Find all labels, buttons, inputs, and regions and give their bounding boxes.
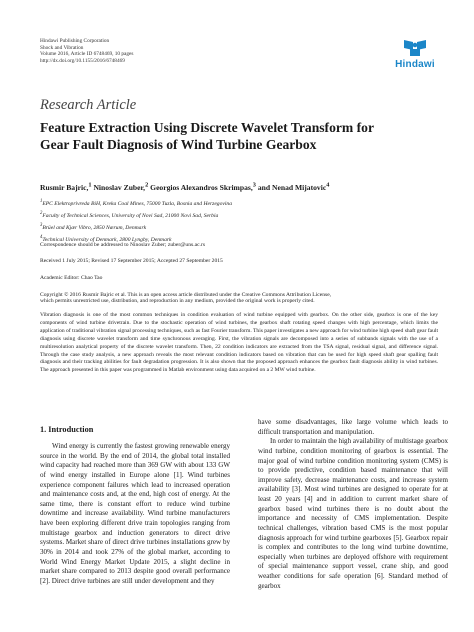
affiliation: $^3$Brüel and Kjær Vibro, 2850 Nærum, Denmark (40, 222, 147, 231)
affiliation: $^2$Faculty of Technical Sciences, University of Novi Sad, 21000 Novi Sad, Serbia (40, 210, 219, 219)
doi-link[interactable]: http://dx.doi.org/10.1155/2016/6748469 (40, 57, 125, 64)
journal-line: Volume 2016, Article ID 6748469, 10 pages (40, 51, 134, 58)
journal-header (40, 38, 133, 64)
correspondence: Correspondence should be addressed to Ninoslav Zuber; zuber@uns.ac.rs (40, 242, 205, 248)
abstract (40, 312, 438, 375)
affiliation: $^4$Technical University of Denmark, 2800 Lyngby, Denmark (40, 234, 172, 243)
paragraph: In order to maintain the high availability of multistage gearbox wind turbine, condition monitoring of gearbox is essential. The major goal of wind turbine condition monitoring system (CMS) is to provide predictive, condition based maintenance that will improve safety, decrease maintenance costs, and increase system availability [3]. Most wind turbines are designed to operate for at least 20 years [4] and in addition to current market share of gearbox based wind turbines there is no doubt about the importance and necessity of CMS implementation. Despite technical challenges, vibration based CMS is the most popular diagnosis approach for wind turbine gearboxes [5]. Gearbox repair is complex and contributes to the long wind turbine downtime, especially when turbines are deployed offshore with requirement of special maintenance support vessel, crane ship, and good weather conditions for safe operation [6]. Standard method of gearbox (258, 437, 448, 590)
academic-editor: Academic Editor: Chao Tao (40, 275, 103, 281)
copyright-notice: Copyright © 2016 Rusmir Bajric et al. This is an open access article distributed under the Creative Commons Attribution License, which permits unrestricted use, distribution, and reproduction in any medium, provided the original work is properly cited. (40, 292, 332, 304)
author: and Nenad Mijatovic$^4$ (257, 181, 330, 192)
affiliations (40, 197, 232, 244)
logo-wordmark: Hindawi (395, 59, 435, 70)
article-title (40, 120, 450, 153)
journal-line: Shock and Vibration (40, 44, 84, 51)
paragraph: Wind energy is currently the fastest growing renewable energy source in the world. By the end of 2014, the global total installed wind capacity had reached more than 369 GW with about 133 GW of wind energy installed in Europe alone [1]. Wind turbines experience component failures which lead to increased operation and maintenance costs and, at the end, high cost of energy. At the same time, there is constant effort to reduce wind turbine downtime and increase availability. Wind turbine manufacturers have been exploring different drive train topologies ranging from multistage gearbox and induction generators to direct drive systems. Market share of direct drive turbines installations grew by 30% in 2014 and took 27% of the global market, according to World Wind Energy Market Update 2015, a slight decline in market share compared to 2013 despite good overall performance [2]. Direct drive turbines are still under development and they (40, 442, 230, 585)
affiliation: $^1$EPC Elektroprivreda BiH, Kreka Coal Mines, 75000 Tuzla, Bosnia and Herzegovina (40, 199, 233, 207)
journal-line: Hindawi Publishing Corporation (40, 38, 110, 44)
author: Rusmir Bajric,$^1$ (40, 181, 92, 192)
title-line: Feature Extraction Using Discrete Wavelet Transform for (40, 120, 374, 135)
article-type: Research Article (40, 97, 137, 113)
author: Georgios Alexandros Skrimpas,$^3$ (150, 181, 256, 192)
section-heading: 1. Introduction (40, 425, 94, 434)
author-list (40, 181, 460, 192)
author: Ninoslav Zuber,$^2$ (93, 181, 149, 192)
body-column-left (40, 442, 230, 586)
title-line: Gear Fault Diagnosis of Wind Turbine Gearbox (40, 136, 317, 152)
abstract-text: Vibration diagnosis is one of the most common techniques in condition evaluation of wind turbine equipped with gearbox. On the other side, gearbox is one of the key components of wind turbine drivetrain. Due to the stochastic operation of wind turbines, the gearbox shaft rotating speed changes with high percentage, which limits the application of traditional vibration signal processing techniques, such as fast Fourier transform. This paper investigates a new approach for wind turbine high speed shaft gear fault diagnosis using discrete wavelet transform and time synchronous averaging. First, the vibration signals are decomposed into a series of subbands signals with the use of a multiresolution analytical property of the discrete wavelet transform. Then, 22 condition indicators are extracted from the TSA signal, residual signal, and difference signal. Through the case study analysis, a new approach reveals the most relevant condition indicators based on vibration that can be used for high speed shaft gear spalling fault diagnosis and their tracking abilities for fault degradation progression. It is also shown that the proposed approach enhances the gearbox fault diagnosis ability in wind turbines. The approach presented in this paper was programmed in Matlab environment using data acquired on a 2 MW wind turbine. (40, 312, 438, 374)
hindawi-logo-icon (400, 36, 430, 58)
paragraph: have some disadvantages, like large volume which leads to difficult transportation and manipulation. (258, 418, 448, 436)
article-dates: Received 1 July 2015; Revised 17 September 2015; Accepted 27 September 2015 (40, 258, 223, 264)
hindawi-logo (392, 36, 438, 70)
body-column-right (258, 418, 448, 591)
